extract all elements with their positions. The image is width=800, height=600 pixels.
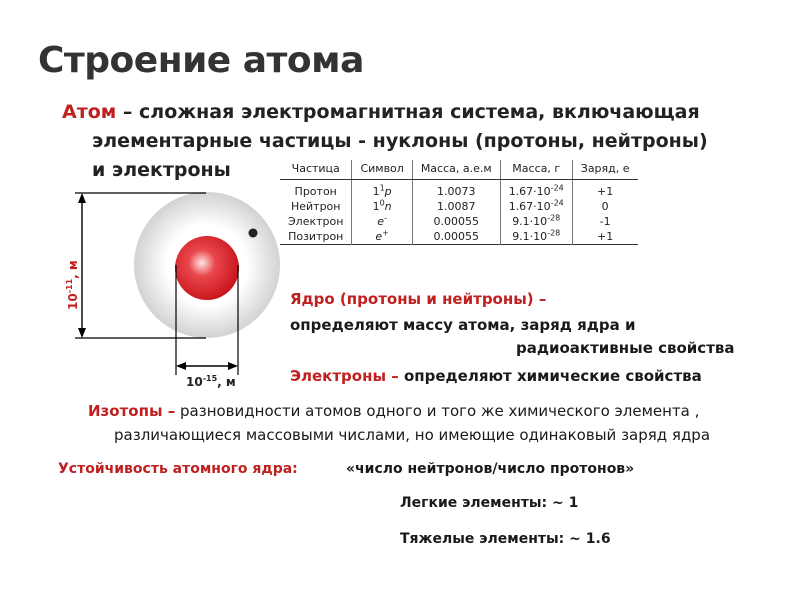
particle-charge: +1 bbox=[597, 230, 614, 243]
definition-term: Атом bbox=[62, 101, 117, 123]
particle-charge: 0 bbox=[601, 200, 609, 213]
electrons-text: определяют химические свойства bbox=[398, 367, 702, 385]
particle-symbol: e+ bbox=[352, 229, 412, 245]
table-header-cell: Символ bbox=[352, 160, 412, 180]
heavy-elements: Тяжелые элементы: ~ 1.6 bbox=[400, 531, 611, 547]
isotopes-term: Изотопы – bbox=[88, 402, 176, 420]
nucleus-line-1: определяют массу атома, заряд ядра и bbox=[290, 316, 636, 334]
particle-mass-amu: 1.0087 bbox=[412, 199, 500, 214]
particle-symbol: e- bbox=[352, 214, 412, 229]
table-header-cell: Масса, а.е.м bbox=[412, 160, 500, 180]
atom-size-label: $10^{-11}$, м bbox=[65, 260, 80, 310]
table-row bbox=[280, 214, 638, 229]
isotopes-line-1 bbox=[88, 402, 699, 420]
table-row bbox=[280, 199, 638, 214]
electrons-term: Электроны – bbox=[290, 367, 399, 385]
nucleus-line-2: радиоактивные свойства bbox=[516, 339, 735, 357]
nucleus-size-label: $10^{-15}$, м bbox=[186, 374, 236, 389]
electron-dot bbox=[249, 229, 258, 238]
table-header-cell: Масса, г bbox=[500, 160, 572, 180]
table-header-row bbox=[280, 160, 638, 180]
electrons-statement bbox=[290, 367, 702, 385]
arrow-right-icon bbox=[228, 362, 238, 370]
definition-line-1-text: – сложная электромагнитная система, включающая bbox=[116, 101, 700, 123]
particles-table bbox=[280, 160, 638, 245]
nucleus-heading: Ядро (протоны и нейтроны) – bbox=[290, 290, 547, 308]
particle-mass-amu: 0.00055 bbox=[412, 214, 500, 229]
table-row bbox=[280, 180, 638, 200]
page-title: Строение атома bbox=[38, 40, 364, 81]
table-header-cell: Заряд, е bbox=[572, 160, 637, 180]
particle-mass-amu: 1.0073 bbox=[412, 180, 500, 200]
particle-name: Нейтрон bbox=[280, 199, 352, 214]
stability-ratio: «число нейтронов/число протонов» bbox=[346, 461, 635, 477]
arrow-up-icon bbox=[78, 193, 86, 203]
particle-name: Позитрон bbox=[280, 229, 352, 245]
particle-name: Протон bbox=[280, 180, 352, 200]
stability-label: Устойчивость атомного ядра: bbox=[58, 461, 298, 477]
particle-charge: +1 bbox=[597, 185, 614, 198]
definition-line-1 bbox=[62, 98, 782, 127]
definition-line-2: элементарные частицы - нуклоны (протоны, нейтроны) bbox=[92, 130, 708, 152]
particle-symbol: $1^0n$ bbox=[352, 199, 412, 214]
particle-symbol: $1^1p$ bbox=[352, 180, 412, 200]
arrow-down-icon bbox=[78, 328, 86, 338]
particle-mass-g: $9.1\cdot 10^{-28}$ bbox=[500, 214, 572, 229]
particle-mass-amu: 0.00055 bbox=[412, 229, 500, 245]
isotopes-line-2: различающиеся массовыми числами, но имеющие одинаковый заряд ядра bbox=[114, 426, 711, 444]
particle-mass-g: $1.67\cdot 10^{-24}$ bbox=[500, 199, 572, 214]
table-header-cell: Частица bbox=[280, 160, 352, 180]
particle-mass-g: $1.67\cdot 10^{-24}$ bbox=[500, 180, 572, 200]
isotopes-text: разновидности атомов одного и того же химического элемента , bbox=[175, 402, 700, 420]
definition-line-3: и электроны bbox=[92, 159, 231, 181]
particle-mass-g: $9.1\cdot 10^{-28}$ bbox=[500, 229, 572, 245]
particle-name: Электрон bbox=[280, 214, 352, 229]
arrow-left-icon bbox=[176, 362, 186, 370]
light-elements: Легкие элементы: ~ 1 bbox=[400, 495, 579, 511]
particle-charge: -1 bbox=[599, 215, 611, 228]
nucleus-circle bbox=[175, 236, 239, 300]
table-row bbox=[280, 229, 638, 245]
